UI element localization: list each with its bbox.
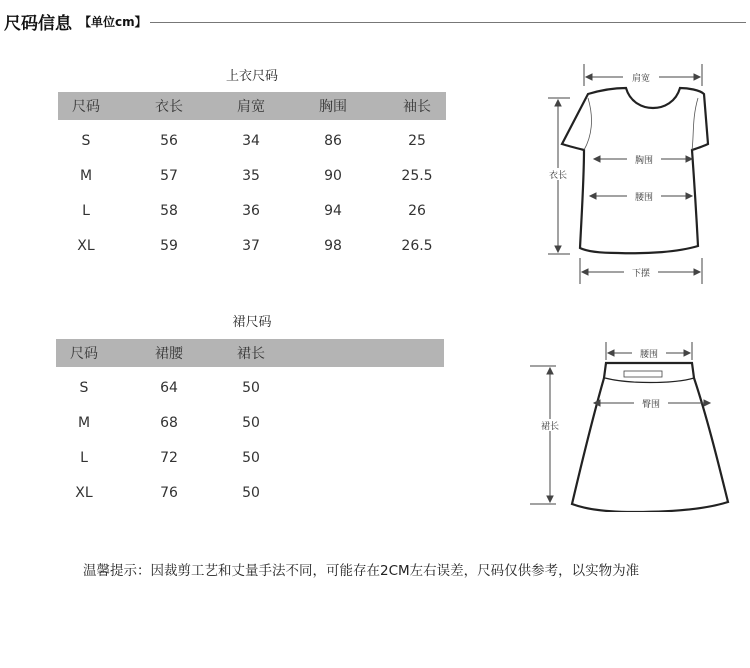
table-row <box>58 158 446 193</box>
table-row <box>56 405 444 440</box>
table-cell: 25.5 <box>401 167 433 184</box>
table-cell: 50 <box>242 414 260 431</box>
section-header <box>4 8 746 36</box>
column-header: 肩宽 <box>237 99 265 115</box>
waist-label: 腰围 <box>634 193 654 203</box>
table-row <box>56 370 444 405</box>
table-cell: 50 <box>242 379 260 396</box>
hem-label: 下摆 <box>631 269 651 279</box>
table-cell: 64 <box>160 379 178 396</box>
table-cell: 76 <box>160 484 178 501</box>
table-cell: 35 <box>242 167 260 184</box>
table-cell: 98 <box>324 237 342 254</box>
unit-label: 【单位cm】 <box>79 15 147 29</box>
column-header: 衣长 <box>155 99 183 115</box>
table-row <box>58 193 446 228</box>
table-cell: 94 <box>324 202 342 219</box>
table-cell: 37 <box>242 237 260 254</box>
skirt-measurement-diagram <box>528 340 740 512</box>
table-row <box>56 475 444 510</box>
skirt-length-label: 裙长 <box>540 422 560 432</box>
header-divider <box>150 22 746 23</box>
skirt-outline <box>572 363 728 512</box>
table-cell: 26 <box>408 202 426 219</box>
table-cell: L <box>80 449 88 466</box>
table-row <box>56 440 444 475</box>
length-label: 衣长 <box>548 171 568 181</box>
table-row <box>58 228 446 263</box>
skirt-table-caption: 裙尺码 <box>232 315 272 330</box>
table-header-row <box>56 339 444 367</box>
table-cell: 57 <box>160 167 178 184</box>
shirt-measurement-diagram <box>538 58 718 288</box>
table-row <box>58 123 446 158</box>
column-header: 裙腰 <box>155 346 183 362</box>
column-header: 袖长 <box>403 99 431 115</box>
column-header: 尺码 <box>72 99 100 115</box>
column-header: 胸围 <box>319 99 347 115</box>
column-header: 尺码 <box>70 346 98 362</box>
skirt-size-table <box>56 339 444 510</box>
table-cell: 56 <box>160 132 178 149</box>
table-cell: 50 <box>242 449 260 466</box>
table-cell: S <box>81 132 91 149</box>
shoulder-label: 肩宽 <box>631 74 651 84</box>
chest-label: 胸围 <box>634 156 654 166</box>
table-cell: 58 <box>160 202 178 219</box>
table-cell: 72 <box>160 449 178 466</box>
measurement-disclaimer: 温馨提示：因裁剪工艺和丈量手法不同，可能存在2CM左右误差，尺码仅供参考，以实物为准 <box>83 563 640 579</box>
skirt-hip-label: 臀围 <box>641 400 661 410</box>
top-size-table <box>58 92 446 263</box>
table-cell: 26.5 <box>401 237 433 254</box>
table-cell: 36 <box>242 202 260 219</box>
table-cell: M <box>77 414 91 431</box>
column-header: 裙长 <box>237 346 265 362</box>
skirt-waist-label: 腰围 <box>639 350 659 360</box>
shirt-outline <box>562 88 708 253</box>
table-cell: XL <box>77 237 95 254</box>
table-header-row <box>58 92 446 120</box>
table-cell: 86 <box>324 132 342 149</box>
table-cell: S <box>79 379 89 396</box>
table-cell: 90 <box>324 167 342 184</box>
table-cell: M <box>79 167 93 184</box>
top-table-caption: 上衣尺码 <box>225 69 278 84</box>
table-cell: 68 <box>160 414 178 431</box>
table-cell: 25 <box>408 132 426 149</box>
table-cell: XL <box>75 484 93 501</box>
table-cell: 59 <box>160 237 178 254</box>
section-title: 尺码信息 <box>4 14 72 34</box>
table-cell: 34 <box>242 132 260 149</box>
table-cell: L <box>82 202 90 219</box>
table-cell: 50 <box>242 484 260 501</box>
